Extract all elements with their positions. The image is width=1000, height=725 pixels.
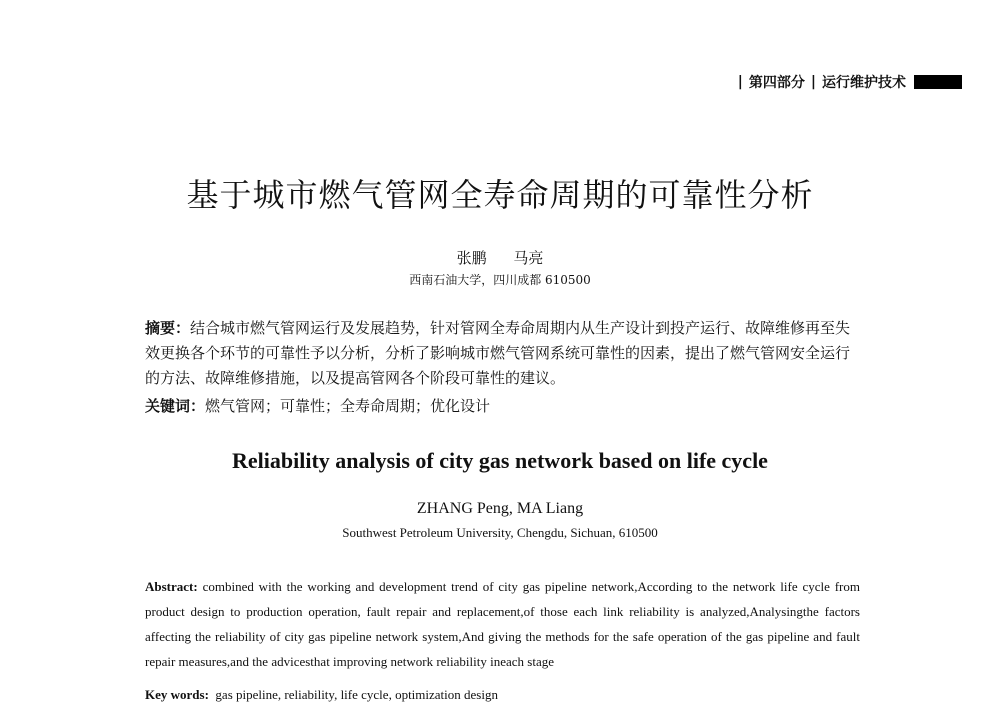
english-title: Reliability analysis of city gas network based on life cycle <box>232 448 768 473</box>
abstract-text: 结合城市燃气管网运行及发展趋势，针对管网全寿命周期内从生产设计到投产运行、故障维修再至失效更换各个环节的可靠性予以分析，分析了影响城市燃气管网系统可靠性的因素，提出了燃气管网安全运行的方法、故障维修措施，以及提高管网各个阶段可靠性的建议。 <box>145 319 851 387</box>
header-section-label: 第四部分 <box>748 75 805 91</box>
header-divider: | <box>737 74 743 90</box>
keywords-text: 燃气管网；可靠性；全寿命周期；优化设计 <box>205 397 491 415</box>
keywords-label: 关键词： <box>145 397 206 415</box>
header-divider: | <box>810 74 816 90</box>
abstract-label: Abstract: <box>145 579 198 594</box>
header-topic-label: 运行维护技术 <box>822 75 906 91</box>
chinese-authors <box>0 247 1000 268</box>
running-header <box>732 72 962 92</box>
english-authors: ZHANG Peng, MA Liang <box>416 500 584 517</box>
author-name: 张鹏 <box>456 249 487 267</box>
chinese-keywords <box>145 394 860 419</box>
abstract-label: 摘要： <box>145 319 191 337</box>
abstract-text: combined with the working and development trend of city gas pipeline network,According to the network life cycle from product design to production operation, fault repair and replacement,of those each link reliability is analyzed,Analysingthe factors affecting the reliability of city gas pipeline network system,And giving the methods for the safe operation of the gas pipeline and fault repair measures,and the advicesthat improving network reliability ineach stage <box>145 579 861 669</box>
chinese-abstract <box>145 316 860 391</box>
keywords-text: gas pipeline, reliability, life cycle, optimization design <box>215 687 498 702</box>
keywords-label: Key words: <box>145 687 209 702</box>
chinese-affiliation: 西南石油大学，四川成都 610500 <box>409 273 591 287</box>
author-name: 马亮 <box>513 249 544 267</box>
english-keywords <box>145 682 860 707</box>
redaction-block <box>914 75 962 89</box>
chinese-title: 基于城市燃气管网全寿命周期的可靠性分析 <box>186 176 814 214</box>
english-abstract <box>145 574 860 674</box>
english-affiliation: Southwest Petroleum University, Chengdu, Sichuan, 610500 <box>342 525 658 540</box>
